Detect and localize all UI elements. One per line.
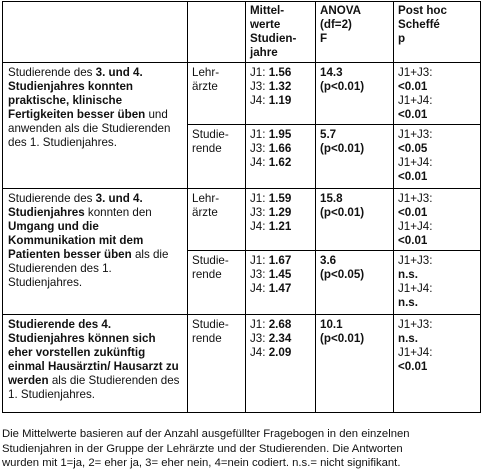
header-row bbox=[3, 2, 481, 63]
posthoc-label: J1+J4: bbox=[398, 346, 433, 359]
mean-label: J1: bbox=[250, 66, 266, 79]
posthoc-cell bbox=[394, 125, 481, 189]
statement-bold-text: Umgang und die Kommunikation mit dem Patienten besser üben bbox=[8, 220, 144, 261]
posthoc-label: J1+J4: bbox=[398, 220, 433, 233]
anova-value: (p<0.01) bbox=[320, 80, 365, 93]
mean-value: 2.68 bbox=[268, 318, 292, 331]
group-cell bbox=[188, 251, 246, 315]
group-name-line: rende bbox=[192, 268, 222, 281]
mean-label: J4: bbox=[250, 346, 266, 359]
posthoc-value: n.s. bbox=[398, 296, 418, 309]
mean-value: 1.45 bbox=[268, 268, 292, 281]
header-posthoc-line: p bbox=[398, 32, 406, 45]
footnote-line: wurden mit 1=ja, 2= eher ja, 3= eher nein, 4=nein codiert. n.s.= nicht signifikant. bbox=[2, 457, 401, 469]
group-name-line: rende bbox=[192, 332, 222, 345]
statement-bold-text: 3. und 4. Studienjahres konnten praktische, klinische Fertigkeiten besser üben bbox=[8, 66, 146, 121]
posthoc-value: n.s. bbox=[398, 268, 418, 281]
header-cell-means bbox=[246, 2, 316, 63]
posthoc-value: <0.01 bbox=[398, 234, 428, 247]
mean-value: 1.47 bbox=[268, 282, 292, 295]
statement-text: als die Studierenden des 1. Studienjahres. bbox=[8, 374, 180, 401]
statement-text: als die Studierenden des 1. Studienjahres. bbox=[8, 248, 169, 289]
mean-label: J1: bbox=[250, 254, 266, 267]
mean-entry bbox=[250, 332, 311, 346]
header-posthoc-line: Scheffé bbox=[398, 18, 440, 31]
mean-value: 1.29 bbox=[268, 206, 292, 219]
group-name-line: ärzte bbox=[192, 80, 218, 93]
mean-entry bbox=[250, 318, 311, 332]
mean-entry bbox=[250, 94, 311, 108]
statement-text: Studierende des bbox=[8, 66, 96, 79]
header-cell-anova bbox=[316, 2, 394, 63]
footnote bbox=[2, 427, 482, 471]
posthoc-value: <0.01 bbox=[398, 360, 428, 373]
means-cell bbox=[246, 63, 316, 125]
results-table-container bbox=[2, 1, 480, 413]
mean-label: J3: bbox=[250, 332, 266, 345]
anova-cell bbox=[316, 125, 394, 189]
table-row bbox=[3, 189, 481, 251]
mean-value: 2.09 bbox=[268, 346, 292, 359]
mean-label: J4: bbox=[250, 156, 266, 169]
header-means-line: Studien- bbox=[250, 32, 297, 45]
statement-cell bbox=[3, 63, 188, 189]
mean-label: J3: bbox=[250, 206, 266, 219]
group-name-line: rende bbox=[192, 142, 222, 155]
mean-value: 1.67 bbox=[268, 254, 292, 267]
means-cell bbox=[246, 315, 316, 413]
statement-bold-text: Studierende des 4. Studienjahres können sich eher vorstellen zukünftig einmal Hausärztin/ Hausarzt zu werden bbox=[8, 318, 179, 387]
mean-value: 1.66 bbox=[268, 142, 292, 155]
group-cell bbox=[188, 125, 246, 189]
mean-label: J3: bbox=[250, 80, 266, 93]
mean-entry bbox=[250, 220, 311, 234]
posthoc-label: J1+J3: bbox=[398, 192, 433, 205]
group-name-line: ärzte bbox=[192, 206, 218, 219]
posthoc-cell bbox=[394, 315, 481, 413]
header-means-line: werte bbox=[250, 18, 281, 31]
anova-value: 15.8 bbox=[320, 192, 343, 205]
mean-value: 1.19 bbox=[268, 94, 292, 107]
anova-value: 14.3 bbox=[320, 66, 343, 79]
posthoc-value: n.s. bbox=[398, 332, 418, 345]
mean-value: 1.62 bbox=[268, 156, 292, 169]
mean-label: J1: bbox=[250, 128, 266, 141]
anova-value: 10.1 bbox=[320, 318, 343, 331]
group-cell bbox=[188, 315, 246, 413]
header-anova-line: (df=2) bbox=[320, 18, 352, 31]
group-name-line: Studie- bbox=[192, 318, 229, 331]
table-row bbox=[3, 63, 481, 125]
posthoc-value: <0.05 bbox=[398, 142, 428, 155]
header-anova-line: ANOVA bbox=[320, 4, 362, 17]
mean-label: J3: bbox=[250, 268, 266, 281]
header-means-line: Mittel- bbox=[250, 4, 285, 17]
header-cell-posthoc bbox=[394, 2, 481, 63]
group-cell bbox=[188, 63, 246, 125]
header-cell-statement bbox=[3, 2, 188, 63]
posthoc-label: J1+J3: bbox=[398, 318, 433, 331]
posthoc-label: J1+J3: bbox=[398, 254, 433, 267]
results-table-body bbox=[3, 2, 481, 413]
anova-value: 3.6 bbox=[320, 254, 337, 267]
posthoc-label: J1+J4: bbox=[398, 282, 433, 295]
posthoc-cell bbox=[394, 189, 481, 251]
mean-value: 1.59 bbox=[268, 192, 292, 205]
footnote-line: Die Mittelwerte basieren auf der Anzahl ausgefüllter Fragebogen in den einzelnen bbox=[2, 428, 410, 440]
mean-label: J4: bbox=[250, 94, 266, 107]
posthoc-label: J1+J3: bbox=[398, 128, 433, 141]
mean-label: J3: bbox=[250, 142, 266, 155]
mean-value: 1.32 bbox=[268, 80, 292, 93]
mean-value: 1.56 bbox=[268, 66, 292, 79]
mean-entry bbox=[250, 142, 311, 156]
anova-cell bbox=[316, 189, 394, 251]
statement-text: konnten den bbox=[84, 206, 152, 219]
table-row bbox=[3, 315, 481, 413]
group-name-line: Lehr- bbox=[192, 66, 220, 79]
footnote-line: Studienjahren in der Gruppe der Lehrärzte und der Studierenden. Die Antworten bbox=[2, 442, 403, 455]
group-name-line: Studie- bbox=[192, 254, 229, 267]
mean-label: J4: bbox=[250, 220, 266, 233]
header-means-line: jahre bbox=[250, 46, 278, 59]
posthoc-label: J1+J3: bbox=[398, 66, 433, 79]
mean-entry bbox=[250, 254, 311, 268]
results-table bbox=[2, 1, 481, 413]
posthoc-value: <0.01 bbox=[398, 170, 428, 183]
mean-value: 1.21 bbox=[268, 220, 292, 233]
mean-entry bbox=[250, 206, 311, 220]
means-cell bbox=[246, 189, 316, 251]
mean-label: J1: bbox=[250, 192, 266, 205]
statement-text: und anwenden als die Studierenden des 1. Studienjahres. bbox=[8, 108, 171, 149]
mean-entry bbox=[250, 268, 311, 282]
mean-entry bbox=[250, 346, 311, 360]
mean-label: J1: bbox=[250, 318, 266, 331]
statement-cell bbox=[3, 189, 188, 315]
anova-value: 5.7 bbox=[320, 128, 337, 141]
anova-value: (p<0.01) bbox=[320, 206, 365, 219]
posthoc-label: J1+J4: bbox=[398, 156, 433, 169]
posthoc-value: <0.01 bbox=[398, 80, 428, 93]
header-anova-line: F bbox=[320, 32, 328, 45]
mean-entry bbox=[250, 128, 311, 142]
posthoc-value: <0.01 bbox=[398, 206, 428, 219]
mean-entry bbox=[250, 80, 311, 94]
group-name-line: Lehr- bbox=[192, 192, 220, 205]
mean-label: J4: bbox=[250, 282, 266, 295]
mean-entry bbox=[250, 156, 311, 170]
anova-cell bbox=[316, 63, 394, 125]
group-cell bbox=[188, 189, 246, 251]
posthoc-cell bbox=[394, 63, 481, 125]
statement-bold-text: 3. und 4. Studienjahres bbox=[8, 192, 143, 219]
anova-cell bbox=[316, 315, 394, 413]
statement-cell bbox=[3, 315, 188, 413]
mean-entry bbox=[250, 66, 311, 80]
anova-value: (p<0.05) bbox=[320, 268, 365, 281]
posthoc-label: J1+J4: bbox=[398, 94, 433, 107]
posthoc-cell bbox=[394, 251, 481, 315]
mean-entry bbox=[250, 192, 311, 206]
mean-value: 2.34 bbox=[268, 332, 292, 345]
anova-value: (p<0.01) bbox=[320, 332, 365, 345]
mean-value: 1.95 bbox=[268, 128, 292, 141]
mean-entry bbox=[250, 282, 311, 296]
header-cell-group bbox=[188, 2, 246, 63]
group-name-line: Studie- bbox=[192, 128, 229, 141]
header-posthoc-line: Post hoc bbox=[398, 4, 447, 17]
anova-cell bbox=[316, 251, 394, 315]
anova-value: (p<0.01) bbox=[320, 142, 365, 155]
posthoc-value: <0.01 bbox=[398, 108, 428, 121]
means-cell bbox=[246, 125, 316, 189]
means-cell bbox=[246, 251, 316, 315]
statement-text: Studierende des bbox=[8, 192, 96, 205]
